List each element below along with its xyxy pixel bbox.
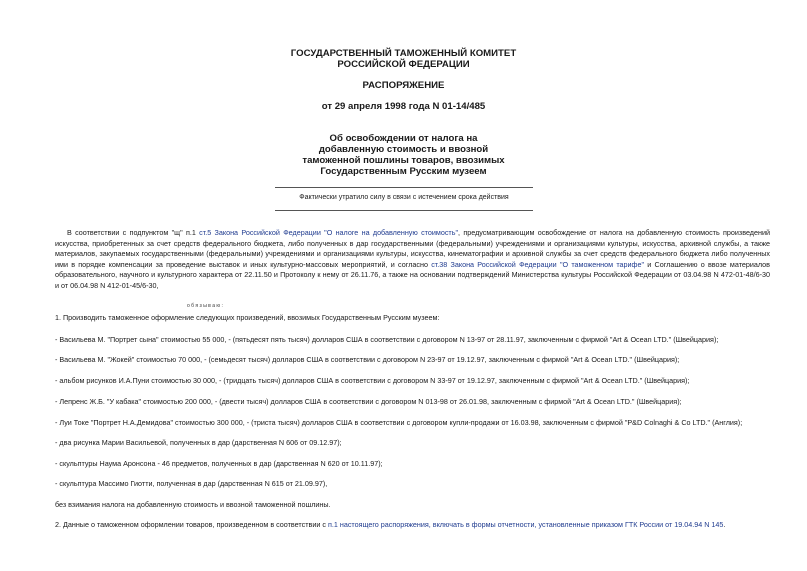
intro-text-2: , предусматривающим освобождение от налога на добавленную стоимость произведений искусства, приобретенных за счет средств федерального бюджета, либо полученных в дар государственными (федеральными) учреждениями и организациями культуры, искусства, архивной службы, а также материалов, закупаемых государственными (федеральными) учреждениями и организациями культуры, искусства, кинематографии и архивной службы за счет средств федерального бюджета либо полученных ими в порядке компенсации за проведение выставок и иных культурно-массовых мероприятий, и согласно (55, 228, 770, 269)
document-subject (0, 133, 807, 177)
subject-line-2: добавленную стоимость и ввозной (318, 144, 489, 155)
authority-line-2: РОССИЙСКОЙ ФЕДЕРАЦИИ (337, 59, 470, 70)
item-vasilieva-jockey: - Васильева М. "Жокей" стоимостью 70 000, - (семьдесят тысяч) долларов США в соответствии с договором N 23-97 от 19.12.97, заключенным с фирмой "Art & Ocean LTD." (Швейцария); (55, 355, 680, 364)
reporting-order-link[interactable]: п.1 настоящего распоряжения, включать в формы отчетности, установленные приказом ГТК России от 19.04.94 N 145 (327, 520, 724, 529)
customs-tariff-law-link[interactable]: ст.38 Закона Российской Федерации "О таможенном тарифе" (431, 259, 645, 269)
item-2-end: . (723, 520, 726, 529)
intro-text-3: и Соглашению о ввозе материалов образовательного, научного и культурного характера от 22.11.50 и Протоколу к нему от 26.11.76, а также на основании подтверждений Министерства культуры Российской Федерации от 03.04.98 N 472-01-48/6-30 и от 06.04.98 N 412-01-45/6-30, (55, 259, 770, 290)
subject-line-1: Об освобождении от налога на (329, 133, 478, 144)
item-puni-album: - альбом рисунков И.А.Пуни стоимостью 30 000, - (тридцать тысяч) долларов США в соответствии с договором N 33-97 от 19.12.97, заключенным с фирмой "Art & Ocean LTD." (Швейцария); (55, 376, 690, 385)
item-aronson-sculptures: - скульптуры Наума Аронсона - 46 предметов, полученных в дар (дарственная N 620 от 10.11.97); (55, 459, 383, 468)
item-1: 1. Производить таможенное оформление следующих произведений, ввозимых Государственным Русским музеем: (55, 313, 440, 322)
item-2 (55, 520, 725, 530)
item-2-text: 2. Данные о таможенном оформлении товаров, произведенном в соответствии с (55, 520, 328, 529)
subject-line-4: Государственным Русским музеем (320, 166, 487, 177)
authority-line-1: ГОСУДАРСТВЕННЫЙ ТАМОЖЕННЫЙ КОМИТЕТ (290, 48, 517, 59)
subject-line-3: таможенной пошлины товаров, ввозимых (302, 155, 505, 166)
issuing-authority (0, 48, 807, 70)
status-note: Фактически утратило силу в связи с истечением срока действия (275, 187, 533, 211)
item-toque-portrait: - Луи Токе "Портрет Н.А.Демидова" стоимостью 300 000, - (триста тысяч) долларов США в соответствии с договором купли-продажи от 16.03.98, заключенным с фирмой "P&D Colnaghi & Co LTD." (Англия); (55, 418, 743, 427)
oblige-mark: о б я з ы в а ю : (187, 303, 223, 309)
item-leprince: - Лепренс Ж.Б. "У кабака" стоимостью 200 000, - (двести тысяч) долларов США в соответствии с договором N 013-98 от 26.01.98, заключенным с фирмой "Art & Ocean LTD." (Швейцария); (55, 397, 682, 406)
intro-paragraph (55, 228, 770, 292)
intro-text-1: В соответствии с подпунктом "щ" п.1 (67, 228, 200, 237)
vat-law-link[interactable]: ст.5 Закона Российской Федерации "О налоге на добавленную стоимость" (199, 228, 459, 237)
document-type: РАСПОРЯЖЕНИЕ (362, 80, 445, 91)
tax-exemption-clause: без взимания налога на добавленную стоимость и ввозной таможенной пошлины. (55, 500, 331, 509)
document-date-number: от 29 апреля 1998 года N 01-14/485 (321, 101, 486, 112)
item-giotti-sculpture: - скульптура Массимо Гиотти, полученная в дар (дарственная N 615 от 21.09.97), (55, 479, 328, 488)
item-vasilieva-drawings: - два рисунка Марии Васильевой, полученных в дар (дарственная N 606 от 09.12.97); (55, 438, 342, 447)
item-vasilieva-son: - Васильева М. "Портрет сына" стоимостью 55 000, - (пятьдесят пять тысяч) долларов США в соответствии с договором N 13-97 от 28.11.97, заключенным с фирмой "Art & Ocean LTD." (Швейцария); (55, 335, 719, 344)
